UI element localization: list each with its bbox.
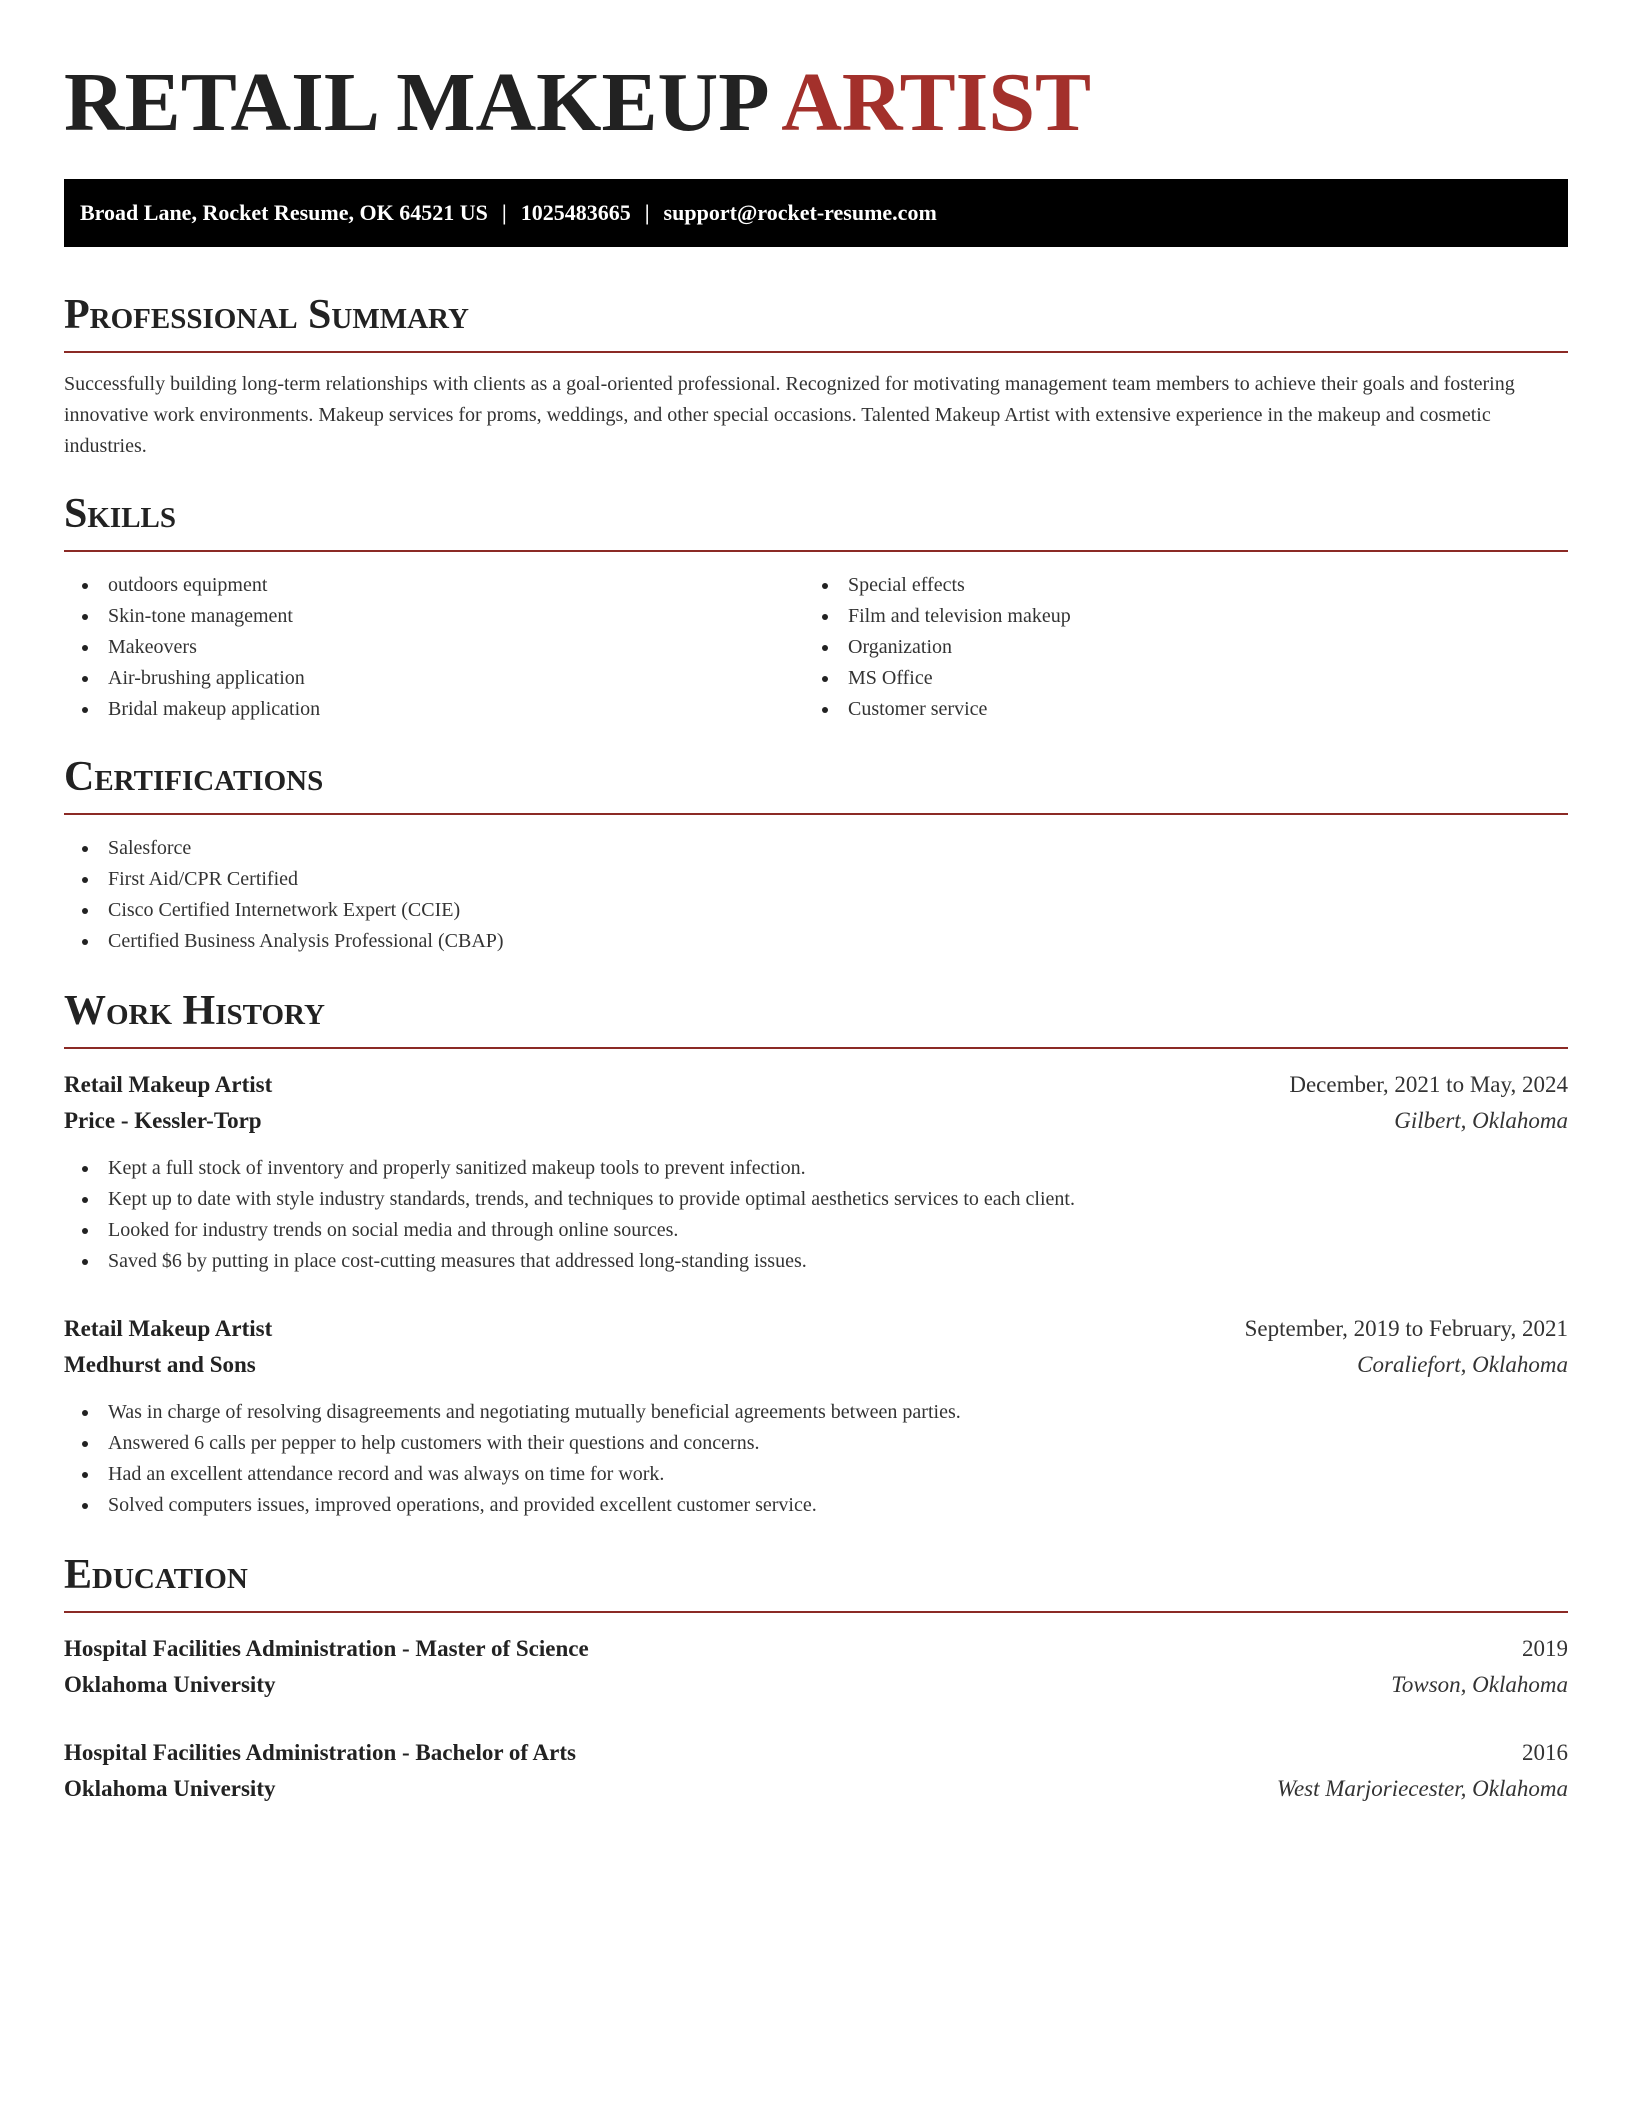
- professional-summary-section: [64, 291, 1568, 462]
- contact-separator: |: [644, 200, 650, 225]
- job-dates: September, 2019 to February, 2021: [1244, 1316, 1568, 1341]
- section-title-education: Education: [64, 1551, 1568, 1613]
- work-history-section: [64, 987, 1568, 1521]
- skill-item: Bridal makeup application: [64, 694, 804, 725]
- skill-item: Air-brushing application: [64, 663, 804, 694]
- education-degree-row: [64, 1631, 1568, 1667]
- education-degree: Hospital Facilities Administration - Master of Science: [64, 1636, 589, 1661]
- certification-item: Salesforce: [64, 833, 1568, 864]
- education-school: Oklahoma University: [64, 1776, 276, 1801]
- skill-item: Customer service: [804, 694, 1568, 725]
- certifications-list: [64, 833, 1568, 957]
- section-title-skills: Skills: [64, 490, 1568, 552]
- job-bullets: [64, 1397, 1568, 1521]
- education-entry: [64, 1631, 1568, 1703]
- job-dates: December, 2021 to May, 2024: [1289, 1072, 1568, 1097]
- skills-section: [64, 490, 1568, 725]
- job-company: Medhurst and Sons: [64, 1352, 256, 1377]
- job-bullet: Saved $6 by putting in place cost-cutting measures that addressed long-standing issues.: [64, 1246, 1568, 1277]
- skill-item: Skin-tone management: [64, 601, 804, 632]
- skill-item: Film and television makeup: [804, 601, 1568, 632]
- skills-list-right: [804, 570, 1568, 725]
- section-title-certifications: Certifications: [64, 753, 1568, 815]
- job-entry: [64, 1311, 1568, 1521]
- education-school: Oklahoma University: [64, 1672, 276, 1697]
- education-location: West Marjoriecester, Oklahoma: [1276, 1776, 1568, 1801]
- job-bullet: Kept up to date with style industry standards, trends, and techniques to provide optimal aesthetics services to each client.: [64, 1184, 1568, 1215]
- education-section: [64, 1551, 1568, 1807]
- skill-item: outdoors equipment: [64, 570, 804, 601]
- skill-item: Makeovers: [64, 632, 804, 663]
- job-header-row: [64, 1067, 1568, 1103]
- name-main: RETAIL MAKEUP: [64, 56, 765, 149]
- education-degree-row: [64, 1735, 1568, 1771]
- job-bullet: Answered 6 calls per pepper to help customers with their questions and concerns.: [64, 1428, 1568, 1459]
- education-location: Towson, Oklahoma: [1391, 1672, 1568, 1697]
- education-school-row: [64, 1667, 1568, 1703]
- skill-item: Organization: [804, 632, 1568, 663]
- job-company: Price - Kessler-Torp: [64, 1108, 262, 1133]
- education-degree: Hospital Facilities Administration - Bachelor of Arts: [64, 1740, 576, 1765]
- job-role: Retail Makeup Artist: [64, 1072, 273, 1097]
- section-title-work-history: Work History: [64, 987, 1568, 1049]
- skills-list-left: [64, 570, 804, 725]
- contact-separator: |: [501, 200, 507, 225]
- certifications-section: [64, 753, 1568, 957]
- education-school-row: [64, 1771, 1568, 1807]
- contact-address: Broad Lane, Rocket Resume, OK 64521 US: [80, 200, 488, 225]
- education-entry: [64, 1735, 1568, 1807]
- job-entry: [64, 1067, 1568, 1277]
- certification-item: Certified Business Analysis Professional (CBAP): [64, 926, 1568, 957]
- section-title-summary: Professional Summary: [64, 291, 1568, 353]
- resume-name: [64, 58, 1568, 148]
- job-location: Gilbert, Oklahoma: [1394, 1108, 1568, 1133]
- name-accent: ARTIST: [781, 56, 1092, 149]
- contact-bar: [64, 179, 1568, 247]
- job-bullet: Was in charge of resolving disagreements and negotiating mutually beneficial agreements between parties.: [64, 1397, 1568, 1428]
- education-year: 2019: [1522, 1636, 1568, 1661]
- skill-item: MS Office: [804, 663, 1568, 694]
- job-bullet: Had an excellent attendance record and was always on time for work.: [64, 1459, 1568, 1490]
- job-company-row: [64, 1347, 1568, 1383]
- job-location: Coraliefort, Oklahoma: [1357, 1352, 1568, 1377]
- job-bullet: Looked for industry trends on social media and through online sources.: [64, 1215, 1568, 1246]
- job-bullet: Solved computers issues, improved operations, and provided excellent customer service.: [64, 1490, 1568, 1521]
- job-company-row: [64, 1103, 1568, 1139]
- job-role: Retail Makeup Artist: [64, 1316, 273, 1341]
- certification-item: First Aid/CPR Certified: [64, 864, 1568, 895]
- job-bullet: Kept a full stock of inventory and properly sanitized makeup tools to prevent infection.: [64, 1153, 1568, 1184]
- certification-item: Cisco Certified Internetwork Expert (CCIE): [64, 895, 1568, 926]
- skills-grid: [64, 570, 1568, 725]
- contact-email[interactable]: support@rocket-resume.com: [663, 200, 937, 225]
- skill-item: Special effects: [804, 570, 1568, 601]
- contact-phone: 1025483665: [520, 200, 631, 225]
- job-bullets: [64, 1153, 1568, 1277]
- summary-text: Successfully building long-term relationships with clients as a goal-oriented professional. Recognized for motivating management team members to achieve their goals and fostering innovative work environments. Makeup services for proms, weddings, and other special occasions. Talented Makeup Artist with extensive experience in the makeup and cosmetic industries.: [64, 373, 1515, 457]
- education-year: 2016: [1522, 1740, 1568, 1765]
- job-header-row: [64, 1311, 1568, 1347]
